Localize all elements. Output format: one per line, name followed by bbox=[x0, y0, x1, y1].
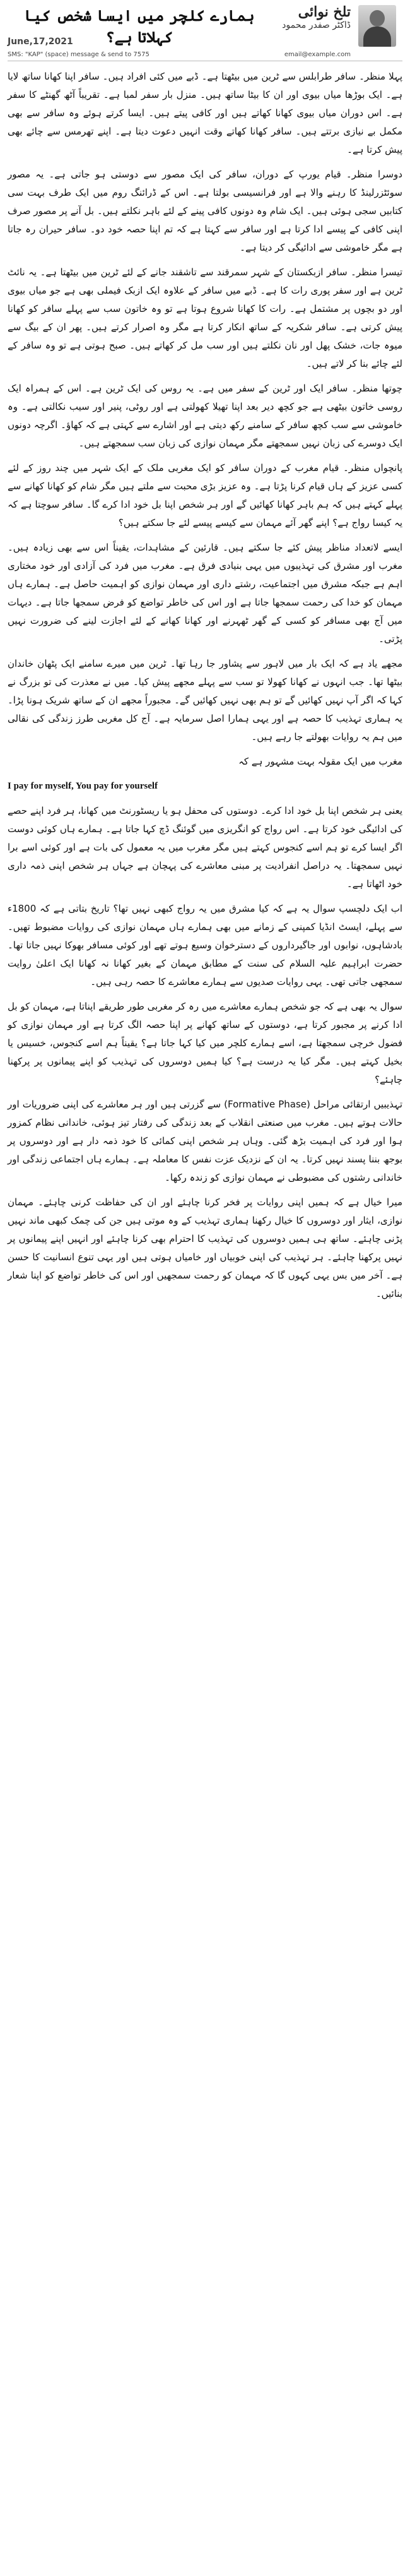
paragraph-6: ایسے لاتعداد مناظر پیش کئے جا سکتے ہیں۔ قارئین کے مشاہدات، یقیناً اس سے بھی زیادہ ہیں۔ مغرب اور مشرق کی تہذیبوں میں یہی بنیادی فرق ہے۔ مغرب میں فرد کی آزادی اور خود مختاری اہم ہے جبکہ مشرق میں اجتماعیت، رشتے داری اور مہمان نوازی کو اہمیت حاصل ہے۔ ہمارے ہاں مہمان کو خدا کی رحمت سمجھا جاتا ہے اور اس کی خاطر تواضع کو فرض سمجھا جاتا ہے۔ دیہات میں آج بھی مسافر کو کسی کے گھر ٹھہرنے اور کھانا کھانے کے لئے اجازت لینے کی ضرورت نہیں پڑتی۔ bbox=[8, 542, 402, 645]
article-body bbox=[8, 61, 402, 1303]
paragraph-8: مغرب میں ایک مقولہ بہت مشہور ہے کہ bbox=[238, 756, 402, 767]
paragraph-7: مجھے یاد ہے کہ ایک بار میں لاہور سے پشاور جا رہا تھا۔ ٹرین میں میرے سامنے ایک پٹھان خاندان بیٹھا تھا۔ جب انہوں نے کھانا کھولا تو سب سے پہلے مجھے پیش کیا۔ میں نے معذرت کی تو بزرگ نے کہا کہ اگر آپ نہیں کھائیں گے تو ہم بھی نہیں کھائیں گے۔ مجبوراً مجھے ان کے ساتھ شریک ہونا پڑا۔ یہ ہماری تہذیب کا حصہ ہے اور یہی ہمارا اصل سرمایہ ہے۔ آج کل مغربی طرز زندگی کی نقالی میں ہم یہ روایات بھولتے جا رہے ہیں۔ bbox=[8, 658, 402, 742]
author-email: email@example.com bbox=[284, 51, 351, 58]
column-masthead bbox=[8, 0, 402, 61]
paragraph-13: تہذیبیں ارتقائی مراحل (Formative Phase) سے گزرتی ہیں اور ہر معاشرے کی اپنی ضروریات اور حالات ہوتے ہیں۔ مغرب میں صنعتی انقلاب کے بعد زندگی کی رفتار تیز ہوئی، خاندانی نظام کمزور ہوا اور فرد کی اہمیت بڑھ گئی۔ وہاں ہر شخص اپنی کمائی کا خود ذمہ دار ہے اور دوسروں پر بوجھ بننا پسند نہیں کرتا۔ یہ ان کے نزدیک عزت نفس کا معاملہ ہے۔ ہمارے ہاں اجتماعی زندگی اور خاندانی رشتوں کی مضبوطی نے مہمان نوازی کو زندہ رکھا۔ bbox=[8, 1099, 402, 1183]
english-quote: I pay for myself, You pay for yourself bbox=[8, 781, 158, 791]
sms-instruction: SMS: "KAP" (space) message & send to 7575 bbox=[8, 51, 149, 58]
column-name: تلخ نوائی bbox=[298, 4, 351, 20]
column-brand bbox=[282, 4, 351, 30]
paragraph-11: اب ایک دلچسپ سوال یہ ہے کہ کیا مشرق میں یہ رواج کبھی نہیں تھا؟ تاریخ بتاتی ہے کہ 1800ء سے پہلے، ایسٹ انڈیا کمپنی کے زمانے میں بھی ہمارے ہاں مہمان نوازی کی روایات مضبوط تھیں۔ بادشاہوں، نوابوں اور جاگیرداروں کے دسترخوان وسیع ہوتے تھے اور کوئی مسافر بھوکا نہیں جاتا تھا۔ حضرت ابراہیم علیہ السلام کی سنت کے مطابق مہمان کے بغیر کھانا نہ کھانا ایک اعلیٰ روایت سمجھی جاتی تھی۔ یہی روایات صدیوں سے ہمارے معاشرے کا حصہ رہی ہیں۔ bbox=[8, 903, 402, 987]
paragraph-1: پہلا منظر۔ سافر طرابلس سے ٹرین میں بیٹھتا ہے۔ ڈبے میں کئی افراد ہیں۔ سافر اپنا کھانا ساتھ لایا ہے۔ ایک بوڑھا میاں بیوی اور ان کا بیٹا ساتھ ہیں۔ منزل بار سفر لمبا ہے۔ تقریباً آٹھ گھنٹے کا سفر ہے۔ اس دوران میاں بیوی کھانا کھاتے ہیں اور کافی پیتے ہیں۔ ایسا کرتے ہوئے وہ سافر سے بھی مکمل بے نیازی برتتے ہیں۔ سافر کھانا کھاتے وقت انہیں دعوت دیتا ہے۔ اپنے تھرمس سے چائے بھی پیش کرتا ہے۔ bbox=[8, 71, 402, 155]
author-photo-body bbox=[363, 27, 391, 47]
author-name: ڈاکٹر صفدر محمود bbox=[282, 20, 351, 30]
paragraph-2: دوسرا منظر۔ قیام یورپ کے دوران، سافر کی ایک مصور سے دوستی ہو جاتی ہے۔ یہ مصور سوئٹزرلینڈ کا رہنے والا ہے اور فرانسیسی بولتا ہے۔ اس کے ڈرائنگ روم میں ایک طرف بہت سی کتابیں سجی ہوئی ہیں۔ ایک شام وہ دونوں کافی پینے کے لئے باہر نکلتے ہیں۔ بل آنے پر مصور صرف اپنی کافی کے پیسے ادا کرتا ہے اور سافر سے کہتا ہے کہ تم اپنا حصہ خود دو۔ سافر حیران رہ جاتا ہے مگر خاموشی سے ادائیگی کر دیتا ہے۔ bbox=[8, 169, 402, 253]
publish-date: June,17,2021 bbox=[8, 37, 73, 47]
author-photo-head bbox=[370, 10, 385, 27]
paragraph-14: میرا خیال ہے کہ ہمیں اپنی روایات پر فخر کرنا چاہئے اور ان کی حفاظت کرنی چاہئے۔ مہمان نوازی، ایثار اور دوسروں کا خیال رکھنا ہماری تہذیب کے وہ موتی ہیں جن کی چمک کبھی ماند نہیں پڑنی چاہئے۔ ساتھ ہی ہمیں دوسروں کی تہذیب کا احترام بھی کرنا چاہئے اور انہیں اپنے پیمانوں پر نہیں پرکھنا چاہئے۔ ہر تہذیب کی اپنی خوبیاں اور خامیاں ہوتی ہیں اور یہی تنوع انسانیت کا حسن ہے۔ آخر میں بس یہی کہوں گا کہ مہمان کو رحمت سمجھیں اور اس کی خاطر تواضع کو اپنا شعار بنائیں۔ bbox=[8, 1196, 402, 1299]
paragraph-12: سوال یہ بھی ہے کہ جو شخص ہمارے معاشرے میں رہ کر مغربی طور طریقے اپناتا ہے، مہمان کو بل ادا کرنے پر مجبور کرتا ہے، دوستوں کے ساتھ کھانے پر اپنا حصہ الگ کرتا ہے اور مہمان نوازی کو فضول خرچی سمجھتا ہے، اسے ہمارے کلچر میں کیا کہا جاتا ہے؟ یقیناً ہم اسے کنجوس، خسیس یا بخیل کہتے ہیں۔ مگر کیا یہ درست ہے؟ کیا ہمیں دوسروں کی تہذیب کو اپنے پیمانوں پر پرکھنا چاہئے؟ bbox=[8, 1001, 402, 1085]
paragraph-10: یعنی ہر شخص اپنا بل خود ادا کرے۔ دوستوں کی محفل ہو یا ریسٹورنٹ میں کھانا، ہر فرد اپنے حصے کی ادائیگی خود کرتا ہے۔ اس رواج کو انگریزی میں گوئنگ ڈچ کہا جاتا ہے۔ ہمارے ہاں کوئی دوست اگر ایسا کرے تو ہم اسے کنجوس کہتے ہیں مگر مغرب میں یہ معمول کی بات ہے اور کوئی اسے برا نہیں سمجھتا۔ یہ دراصل انفرادیت پر مبنی معاشرے کی پہچان ہے جہاں ہر شخص اپنی ذمہ داری خود اٹھاتا ہے۔ bbox=[8, 805, 402, 890]
article-title: ہمارے کلچر میں ایسا شخص کیا کہلاتا ہے؟ bbox=[24, 6, 255, 46]
paragraph-3: تیسرا منظر۔ سافر ازبکستان کے شہر سمرقند سے تاشقند جانے کے لئے ٹرین میں بیٹھتا ہے۔ یہ نائٹ ٹرین ہے اور سفر پوری رات کا ہے۔ ڈبے میں سافر کے علاوہ ایک ازبک فیملی بھی ہے جو میاں بیوی اور دو بچوں پر مشتمل ہے۔ رات کا کھانا شروع ہوتا ہے تو وہ خاتون سب سے پہلے سافر کو کھانا پیش کرتی ہے۔ سافر شکریہ کے ساتھ انکار کرتا ہے مگر وہ اصرار کرتے ہیں۔ پھر ان کے بیگ سے میوہ جات، خشک پھل اور نان نکلتے ہیں اور سب مل کر کھاتے ہیں۔ صبح ہوتی ہے تو وہ سافر کے لئے چائے بنا کر لاتے ہیں۔ bbox=[8, 266, 402, 369]
author-photo bbox=[358, 5, 396, 47]
paragraph-4: چوتھا منظر۔ سافر ایک اور ٹرین کے سفر میں ہے۔ یہ روس کی ایک ٹرین ہے۔ اس کے ہمراہ ایک روسی خاتون بیٹھی ہے جو کچھ دیر بعد اپنا تھیلا کھولتی ہے اور روٹی، پنیر اور سیب نکالتی ہے۔ وہ خاموشی سے سب کچھ سافر کے سامنے رکھ دیتی ہے اور اشارے سے کہتی ہے کہ کھاؤ۔ اگرچہ دونوں ایک دوسرے کی زبان نہیں سمجھتے مگر مہمان نوازی کی زبان سب سمجھتے ہیں۔ bbox=[8, 383, 402, 449]
paragraph-5: پانچواں منظر۔ قیام مغرب کے دوران سافر کو ایک مغربی ملک کے ایک شہر میں چند روز کے لئے کسی عزیز کے ہاں قیام کرنا پڑتا ہے۔ وہ عزیز بڑی محبت سے ملتے ہیں مگر شام کو کھانا کھانے سے پہلے کہتے ہیں کہ ہم باہر کھانا کھائیں گے اور ہر شخص اپنا بل خود ادا کرے گا۔ سافر سوچتا ہے کہ یہ کیسا رواج ہے؟ اپنے گھر آئے مہمان سے کیسے پیسے لئے جا سکتے ہیں؟ bbox=[8, 462, 402, 528]
